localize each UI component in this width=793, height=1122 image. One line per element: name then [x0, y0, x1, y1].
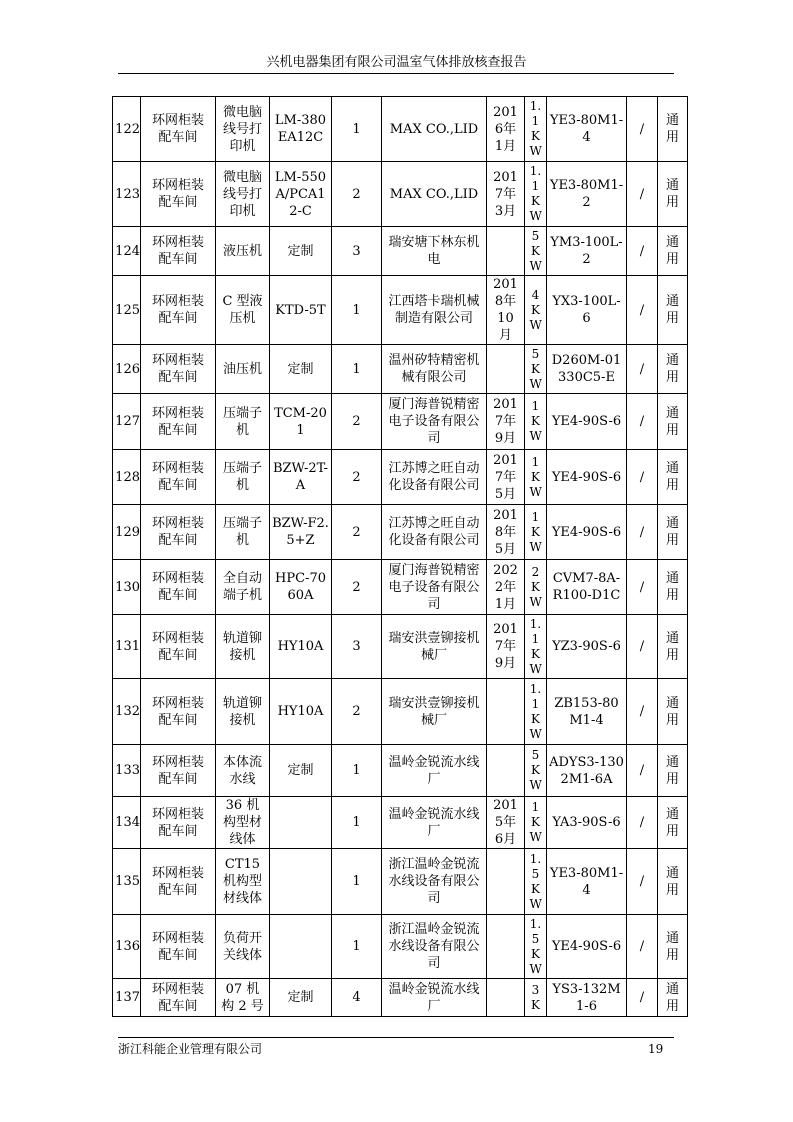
cell-manufacturer: 温岭金锐流水线厂 — [382, 745, 487, 797]
cell-power-text: 3K — [531, 982, 540, 1012]
cell-usage-text: 通用 — [665, 461, 679, 493]
table-row — [113, 450, 688, 505]
cell-usage-text: 通用 — [665, 930, 679, 963]
cell-workshop-text: 环网柜装配车间 — [151, 930, 204, 963]
cell-model — [270, 849, 332, 915]
cell-equipment-name-text: 微电脑线号打印机 — [222, 104, 262, 154]
cell-date — [487, 276, 525, 345]
cell-equipment-name — [216, 615, 270, 679]
cell-model: LM-550A/PCA12-C — [270, 162, 332, 227]
cell-power-text: 5KW — [529, 346, 542, 391]
cell-date — [487, 560, 525, 615]
cell-mark: / — [627, 679, 658, 745]
cell-number: 131 — [113, 615, 141, 679]
cell-workshop-text: 环网柜装配车间 — [151, 981, 204, 1014]
cell-number: 123 — [113, 162, 141, 227]
cell-quantity: 2 — [332, 394, 382, 450]
cell-equipment-name-text: 压端子机 — [222, 461, 262, 493]
cell-usage — [658, 227, 688, 276]
cell-mark: / — [627, 227, 658, 276]
cell-usage-text: 通用 — [665, 865, 679, 898]
cell-model: HPC-7060A — [270, 560, 332, 615]
cell-equipment-name-text: 轨道铆接机 — [222, 630, 262, 663]
cell-model: KTD-5T — [270, 276, 332, 345]
cell-usage — [658, 97, 688, 162]
cell-power — [525, 849, 547, 915]
cell-date-text: 2017年9月 — [493, 397, 518, 446]
cell-equipment-name — [216, 849, 270, 915]
cell-equipment-name-text: 液压机 — [222, 243, 262, 259]
cell-workshop — [141, 162, 216, 227]
cell-power-text: 5KW — [529, 748, 542, 792]
cell-power-text: 1.1KW — [529, 99, 542, 158]
cell-quantity: 3 — [332, 227, 382, 276]
cell-quantity: 1 — [332, 276, 382, 345]
cell-manufacturer: 浙江温岭金锐流水线设备有限公司 — [382, 849, 487, 915]
page-header: 兴机电器集团有限公司温室气体排放核查报告 — [266, 55, 527, 70]
table-body — [113, 97, 688, 1017]
cell-usage-text: 通用 — [665, 294, 679, 326]
cell-quantity: 1 — [332, 345, 382, 394]
cell-mark: / — [627, 797, 658, 849]
table-row — [113, 797, 688, 849]
cell-workshop-text: 环网柜装配车间 — [151, 571, 204, 603]
cell-model: 定制 — [270, 979, 332, 1017]
cell-workshop — [141, 227, 216, 276]
cell-number: 136 — [113, 915, 141, 979]
cell-power — [525, 450, 547, 505]
table-row — [113, 394, 688, 450]
cell-equipment-name — [216, 345, 270, 394]
cell-manufacturer: MAX CO.,LID — [382, 162, 487, 227]
cell-workshop — [141, 745, 216, 797]
cell-manufacturer: 温岭金锐流水线厂 — [382, 797, 487, 849]
cell-mark: / — [627, 450, 658, 505]
cell-model: 定制 — [270, 745, 332, 797]
cell-workshop-text: 环网柜装配车间 — [151, 806, 204, 839]
cell-model: HY10A — [270, 679, 332, 745]
cell-motor-model: ZB153-80M1-4 — [547, 679, 627, 745]
cell-workshop-text: 环网柜装配车间 — [151, 630, 204, 663]
cell-quantity: 2 — [332, 505, 382, 560]
table-row — [113, 97, 688, 162]
cell-equipment-name — [216, 979, 270, 1017]
cell-equipment-name-text: 负荷开关线体 — [222, 930, 262, 963]
cell-power-text: 5KW — [529, 228, 542, 273]
cell-mark: / — [627, 276, 658, 345]
cell-quantity: 1 — [332, 745, 382, 797]
cell-manufacturer: 江西塔卡瑞机械制造有限公司 — [382, 276, 487, 345]
cell-workshop — [141, 394, 216, 450]
cell-usage-text: 通用 — [665, 353, 679, 385]
cell-date-text: 2022年1月 — [493, 562, 518, 612]
cell-number: 135 — [113, 849, 141, 915]
cell-manufacturer: 江苏博之旺自动化设备有限公司 — [382, 505, 487, 560]
cell-usage-text: 通用 — [665, 571, 679, 603]
cell-model: 定制 — [270, 345, 332, 394]
cell-date-text: 2017年3月 — [493, 169, 518, 219]
cell-equipment-name — [216, 560, 270, 615]
cell-model: 定制 — [270, 227, 332, 276]
cell-power-text: 1KW — [529, 800, 542, 844]
cell-manufacturer: 温岭金锐流水线厂 — [382, 979, 487, 1017]
cell-date — [487, 615, 525, 679]
cell-equipment-name — [216, 505, 270, 560]
cell-usage — [658, 979, 688, 1017]
cell-power-text: 2KW — [529, 564, 542, 609]
cell-usage-text: 通用 — [665, 630, 679, 663]
cell-motor-model: YZ3-90S-6 — [547, 615, 627, 679]
cell-workshop-text: 环网柜装配车间 — [151, 695, 204, 728]
table-row — [113, 679, 688, 745]
cell-power — [525, 797, 547, 849]
cell-usage-text: 通用 — [665, 405, 679, 438]
cell-usage-text: 通用 — [665, 516, 679, 548]
cell-usage — [658, 797, 688, 849]
footer-company: 浙江科能企业管理有限公司 — [118, 1042, 263, 1056]
cell-motor-model: YX3-100L-6 — [547, 276, 627, 345]
cell-workshop-text: 环网柜装配车间 — [151, 353, 204, 385]
cell-equipment-name-text: C 型液压机 — [222, 294, 263, 326]
cell-model: BZW-F2.5+Z — [270, 505, 332, 560]
cell-quantity: 2 — [332, 450, 382, 505]
cell-model: LM-380EA12C — [270, 97, 332, 162]
cell-model: BZW-2T-A — [270, 450, 332, 505]
cell-model: HY10A — [270, 615, 332, 679]
cell-usage — [658, 615, 688, 679]
cell-workshop — [141, 97, 216, 162]
cell-usage — [658, 560, 688, 615]
cell-number: 125 — [113, 276, 141, 345]
cell-date-text: 2018年5月 — [493, 507, 518, 557]
cell-manufacturer: 瑞安洪壹铆接机械厂 — [382, 615, 487, 679]
table-row — [113, 505, 688, 560]
cell-mark: / — [627, 97, 658, 162]
cell-usage — [658, 450, 688, 505]
cell-mark: / — [627, 849, 658, 915]
cell-motor-model: ADYS3-1302M1-6A — [547, 745, 627, 797]
cell-date — [487, 227, 525, 276]
cell-date — [487, 849, 525, 915]
table-row — [113, 615, 688, 679]
cell-workshop — [141, 505, 216, 560]
cell-motor-model: YE3-80M1-4 — [547, 849, 627, 915]
cell-manufacturer: 温州矽特精密机械有限公司 — [382, 345, 487, 394]
cell-equipment-name-text: 36 机构型材线体 — [222, 798, 262, 847]
cell-equipment-name-text: 微电脑线号打印机 — [222, 169, 262, 219]
cell-quantity: 2 — [332, 679, 382, 745]
cell-number: 122 — [113, 97, 141, 162]
cell-workshop-text: 环网柜装配车间 — [151, 754, 204, 787]
cell-model — [270, 915, 332, 979]
cell-equipment-name — [216, 276, 270, 345]
cell-equipment-name-text: 压端子机 — [222, 405, 262, 438]
cell-quantity: 1 — [332, 915, 382, 979]
cell-usage-text: 通用 — [665, 806, 679, 839]
table-row — [113, 276, 688, 345]
cell-equipment-name-text: 油压机 — [222, 361, 262, 377]
cell-date — [487, 505, 525, 560]
cell-manufacturer: MAX CO.,LID — [382, 97, 487, 162]
cell-manufacturer: 瑞安塘下林东机电 — [382, 227, 487, 276]
table-row — [113, 227, 688, 276]
header-rule — [118, 73, 674, 74]
cell-date — [487, 394, 525, 450]
cell-power — [525, 97, 547, 162]
cell-power — [525, 162, 547, 227]
cell-mark: / — [627, 560, 658, 615]
cell-motor-model: YA3-90S-6 — [547, 797, 627, 849]
cell-power-text: 1.1KW — [529, 164, 542, 223]
cell-equipment-name — [216, 450, 270, 505]
cell-workshop-text: 环网柜装配车间 — [151, 461, 204, 493]
cell-motor-model: CVM7-8A-R100-D1C — [547, 560, 627, 615]
cell-date — [487, 450, 525, 505]
cell-usage — [658, 679, 688, 745]
cell-equipment-name — [216, 797, 270, 849]
cell-power — [525, 560, 547, 615]
cell-power-text: 1.5KW — [529, 851, 542, 911]
cell-date — [487, 979, 525, 1017]
cell-power — [525, 505, 547, 560]
cell-mark: / — [627, 615, 658, 679]
cell-power — [525, 745, 547, 797]
cell-equipment-name — [216, 679, 270, 745]
cell-mark: / — [627, 915, 658, 979]
cell-usage — [658, 162, 688, 227]
table-row — [113, 745, 688, 797]
cell-equipment-name-text: 压端子机 — [222, 516, 262, 548]
cell-date-text: 2015年6月 — [493, 798, 518, 847]
cell-equipment-name — [216, 915, 270, 979]
cell-usage-text: 通用 — [665, 695, 679, 728]
cell-quantity: 4 — [332, 979, 382, 1017]
cell-motor-model: YE4-90S-6 — [547, 505, 627, 560]
cell-power — [525, 615, 547, 679]
cell-date — [487, 162, 525, 227]
cell-number: 130 — [113, 560, 141, 615]
cell-workshop-text: 环网柜装配车间 — [151, 516, 204, 548]
cell-number: 124 — [113, 227, 141, 276]
cell-date — [487, 345, 525, 394]
cell-equipment-name-text: CT15 机构型材线体 — [222, 857, 262, 906]
cell-date — [487, 797, 525, 849]
page-number: 19 — [648, 1042, 664, 1056]
cell-workshop — [141, 276, 216, 345]
cell-quantity: 2 — [332, 560, 382, 615]
cell-usage — [658, 345, 688, 394]
cell-number: 132 — [113, 679, 141, 745]
cell-mark: / — [627, 505, 658, 560]
cell-number: 126 — [113, 345, 141, 394]
cell-manufacturer: 江苏博之旺自动化设备有限公司 — [382, 450, 487, 505]
cell-workshop-text: 环网柜装配车间 — [151, 178, 204, 210]
cell-model — [270, 797, 332, 849]
cell-motor-model: YS3-132M1-6 — [547, 979, 627, 1017]
table-row — [113, 560, 688, 615]
cell-workshop — [141, 615, 216, 679]
cell-manufacturer: 瑞安洪壹铆接机械厂 — [382, 679, 487, 745]
cell-power-text: 1.1KW — [529, 681, 542, 741]
cell-usage-text: 通用 — [665, 754, 679, 787]
cell-mark: / — [627, 394, 658, 450]
cell-power — [525, 345, 547, 394]
cell-mark: / — [627, 979, 658, 1017]
cell-date-text: 2017年5月 — [493, 452, 518, 502]
cell-quantity: 1 — [332, 97, 382, 162]
footer-rule — [118, 1037, 674, 1038]
cell-workshop-text: 环网柜装配车间 — [151, 405, 204, 438]
cell-quantity: 1 — [332, 797, 382, 849]
cell-usage-text: 通用 — [665, 981, 679, 1014]
cell-motor-model: YM3-100L-2 — [547, 227, 627, 276]
cell-workshop — [141, 450, 216, 505]
cell-usage — [658, 394, 688, 450]
cell-motor-model: YE3-80M1-2 — [547, 162, 627, 227]
cell-usage-text: 通用 — [665, 235, 679, 267]
cell-usage — [658, 276, 688, 345]
cell-number: 133 — [113, 745, 141, 797]
cell-manufacturer: 厦门海普锐精密电子设备有限公司 — [382, 560, 487, 615]
cell-quantity: 1 — [332, 849, 382, 915]
cell-power-text: 1KW — [529, 454, 542, 499]
cell-workshop — [141, 560, 216, 615]
cell-number: 134 — [113, 797, 141, 849]
cell-manufacturer: 浙江温岭金锐流水线设备有限公司 — [382, 915, 487, 979]
cell-power — [525, 276, 547, 345]
cell-motor-model: YE4-90S-6 — [547, 394, 627, 450]
cell-power — [525, 227, 547, 276]
cell-usage-text: 通用 — [665, 113, 679, 145]
cell-motor-model: YE4-90S-6 — [547, 915, 627, 979]
cell-model: TCM-201 — [270, 394, 332, 450]
cell-power — [525, 679, 547, 745]
table-row — [113, 162, 688, 227]
table-row — [113, 979, 688, 1017]
cell-workshop-text: 环网柜装配车间 — [151, 113, 204, 145]
cell-usage-text: 通用 — [665, 178, 679, 210]
cell-usage — [658, 849, 688, 915]
cell-motor-model: D260M-01330C5-E — [547, 345, 627, 394]
cell-number: 137 — [113, 979, 141, 1017]
cell-date — [487, 915, 525, 979]
cell-equipment-name-text: 轨道铆接机 — [222, 695, 262, 728]
cell-mark: / — [627, 162, 658, 227]
cell-workshop — [141, 345, 216, 394]
cell-date-text: 2016年1月 — [493, 104, 518, 154]
table-row — [113, 849, 688, 915]
cell-workshop-text: 环网柜装配车间 — [151, 865, 204, 898]
cell-motor-model: YE3-80M1-4 — [547, 97, 627, 162]
cell-number: 127 — [113, 394, 141, 450]
cell-workshop-text: 环网柜装配车间 — [151, 294, 204, 326]
cell-date — [487, 679, 525, 745]
cell-usage — [658, 505, 688, 560]
cell-equipment-name-text: 全自动端子机 — [222, 571, 262, 603]
equipment-table — [112, 96, 688, 1017]
cell-usage — [658, 915, 688, 979]
cell-power — [525, 394, 547, 450]
cell-mark: / — [627, 345, 658, 394]
cell-number: 129 — [113, 505, 141, 560]
cell-power — [525, 979, 547, 1017]
cell-equipment-name-text: 07 机构 2 号 — [221, 981, 264, 1014]
cell-motor-model: YE4-90S-6 — [547, 450, 627, 505]
cell-date — [487, 97, 525, 162]
cell-power-text: 4KW — [529, 287, 542, 332]
cell-equipment-name — [216, 97, 270, 162]
cell-quantity: 2 — [332, 162, 382, 227]
table-row — [113, 345, 688, 394]
cell-number: 128 — [113, 450, 141, 505]
cell-equipment-name-text: 本体流水线 — [222, 754, 262, 787]
cell-workshop — [141, 797, 216, 849]
cell-mark: / — [627, 745, 658, 797]
cell-usage — [658, 745, 688, 797]
cell-power-text: 1.1KW — [529, 616, 542, 676]
cell-quantity: 3 — [332, 615, 382, 679]
cell-date-text: 2017年9月 — [493, 622, 518, 671]
cell-power-text: 1KW — [529, 509, 542, 554]
cell-power — [525, 915, 547, 979]
cell-date-text: 2018年10月 — [493, 277, 518, 343]
cell-date — [487, 745, 525, 797]
cell-workshop — [141, 979, 216, 1017]
cell-workshop — [141, 679, 216, 745]
cell-power-text: 1.5KW — [529, 916, 542, 976]
cell-power-text: 1KW — [529, 399, 542, 443]
cell-workshop — [141, 849, 216, 915]
cell-equipment-name — [216, 162, 270, 227]
cell-workshop — [141, 915, 216, 979]
cell-equipment-name — [216, 394, 270, 450]
cell-equipment-name — [216, 227, 270, 276]
table-row — [113, 915, 688, 979]
cell-workshop-text: 环网柜装配车间 — [151, 235, 204, 267]
cell-manufacturer: 厦门海普锐精密电子设备有限公司 — [382, 394, 487, 450]
cell-equipment-name — [216, 745, 270, 797]
